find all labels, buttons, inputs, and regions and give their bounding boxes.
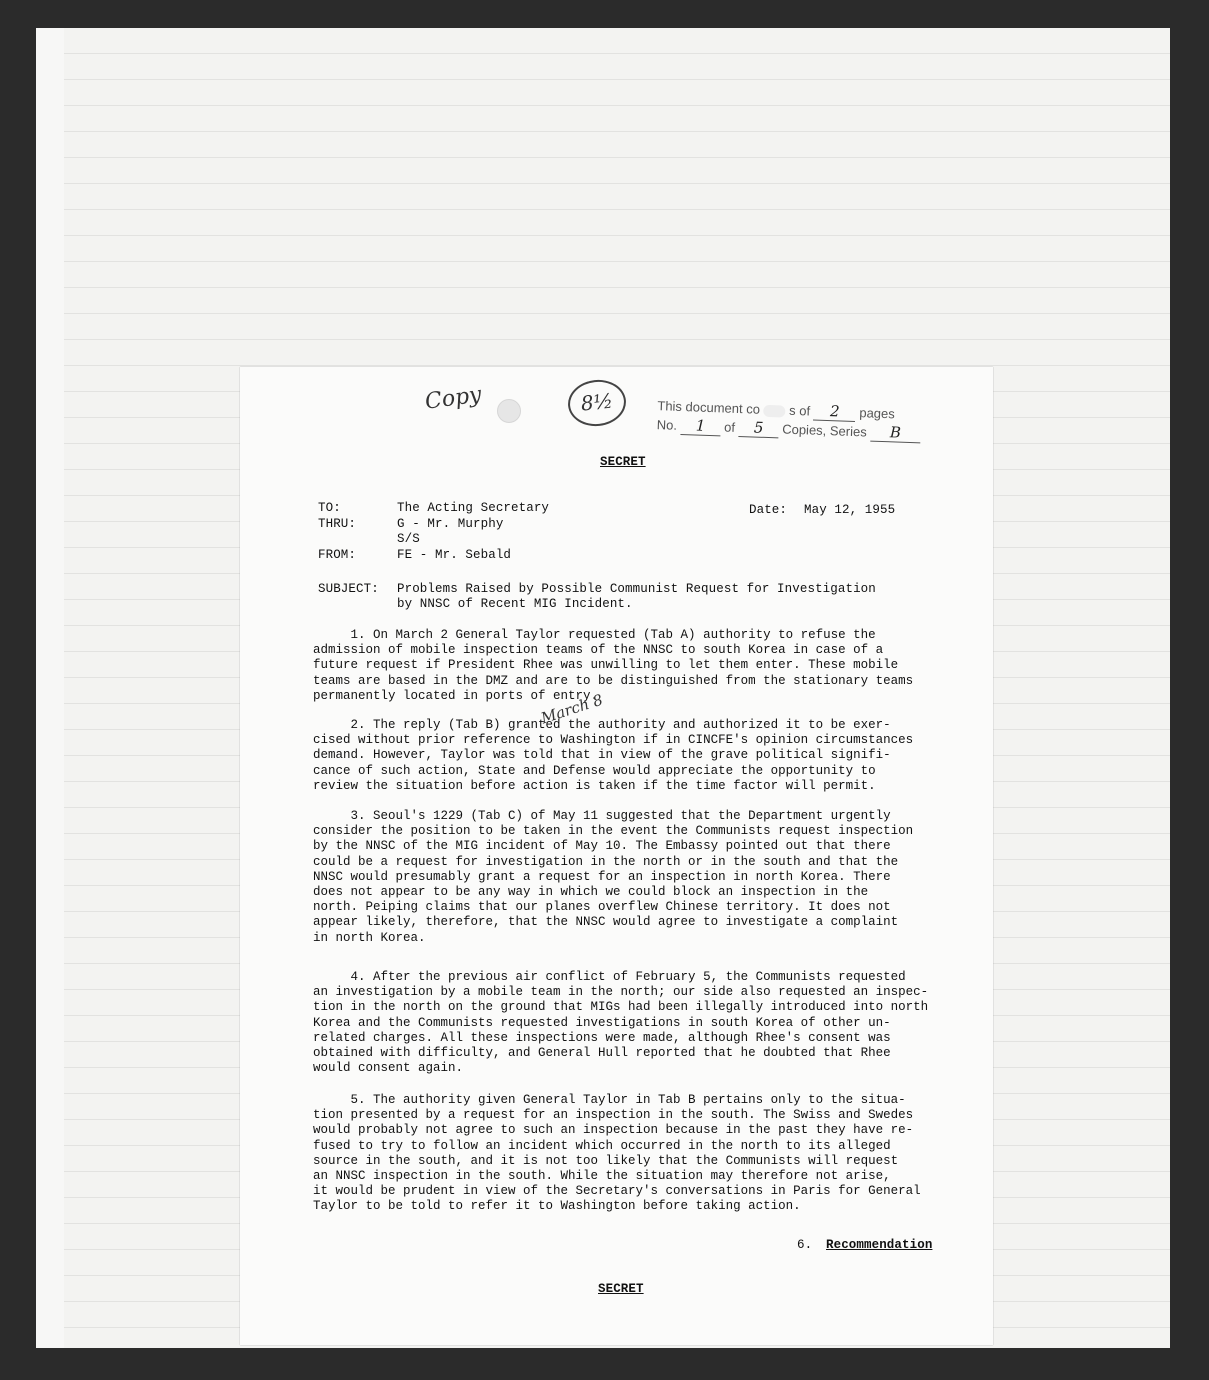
paragraph-line: admission of mobile inspection teams of the NNSC to south Korea in case of a xyxy=(313,643,884,658)
paragraph-4 xyxy=(313,970,953,1076)
paragraph-line: permanently located in ports of entry. xyxy=(313,688,599,703)
paragraph-line: could be a request for investigation in the north or in the south and that the xyxy=(313,854,899,869)
paragraph-line: it would be prudent in view of the Secretary's conversations in Paris for General xyxy=(313,1184,921,1199)
paragraph-line: fused to try to follow an incident which occurred in the north to its alleged xyxy=(313,1138,891,1153)
classification-bottom: SECRET xyxy=(598,1282,644,1296)
paragraph-2 xyxy=(313,718,953,794)
backing-margin xyxy=(36,28,64,1348)
paragraph-line: tion presented by a request for an inspection in the south. The Swiss and Swedes xyxy=(313,1108,914,1123)
paragraph-line: 1. On March 2 General Taylor requested (Tab A) authority to refuse the xyxy=(313,628,876,642)
paragraph-line: future request if President Rhee was unwilling to let them enter. These mobile xyxy=(313,658,899,673)
continuation-number: 6. xyxy=(797,1238,813,1252)
paragraph-line: consider the position to be taken in the event the Communists request inspection xyxy=(313,824,914,839)
date-value: May 12, 1955 xyxy=(804,503,896,517)
paragraph-line: 5. The authority given General Taylor in Tab B pertains only to the situa- xyxy=(313,1093,906,1107)
stamp-text: of xyxy=(723,419,736,435)
paragraph-line: an NNSC inspection in the south. While the situation may therefore not arise, xyxy=(313,1169,891,1184)
paragraph-line: related charges. All these inspections were made, although Rhee's consent was xyxy=(313,1030,891,1045)
paragraph-line: 4. After the previous air conflict of February 5, the Communists requested xyxy=(313,970,906,984)
paragraph-line: would probably not agree to such an inspection because in the past they have re- xyxy=(313,1123,914,1138)
thru-value-1: G - Mr. Murphy xyxy=(397,517,504,531)
from-value: FE - Mr. Sebald xyxy=(397,548,512,562)
stamp-text: Copies, Series xyxy=(781,421,868,440)
punch-hole xyxy=(497,399,521,423)
paragraph-line: obtained with difficulty, and General Hull reported that he doubted that Rhee xyxy=(313,1046,891,1061)
stamp-copies-total: 5 xyxy=(738,418,779,438)
to-label: TO: xyxy=(318,501,341,515)
stamp-text: No. xyxy=(656,417,678,433)
paragraph-line: north. Peiping claims that our planes overflew Chinese territory. It does not xyxy=(313,900,891,915)
paragraph-line: source in the south, and it is not too likely that the Communists will request xyxy=(313,1153,899,1168)
paragraph-line: demand. However, Taylor was told that in view of the grave political signifi- xyxy=(313,748,891,763)
paragraph-line: cised without prior reference to Washington if in CINCFE's opinion circumstances xyxy=(313,733,914,748)
paragraph-line: Korea and the Communists requested investigations in south Korea of other un- xyxy=(313,1015,891,1030)
paragraph-line: cance of such action, State and Defense would appreciate the opportunity to xyxy=(313,763,876,778)
handwritten-insert-date: March 8 xyxy=(538,690,606,728)
paragraph-line: would consent again. xyxy=(313,1061,464,1076)
stamp-text: s of xyxy=(788,402,811,419)
handwritten-page-fraction: 8½ xyxy=(566,377,628,429)
paragraph-3 xyxy=(313,809,953,946)
paragraph-line: Taylor to be told to refer it to Washington before taking action. xyxy=(313,1199,801,1214)
thru-value-2: S/S xyxy=(397,532,420,546)
continuation-heading: Recommendation xyxy=(826,1238,933,1252)
stamp-hole-gap xyxy=(763,404,785,417)
classification-top: SECRET xyxy=(600,455,646,469)
paragraph-line: 2. The reply (Tab B) granted the authority and authorized it to be exer- xyxy=(313,718,891,732)
paragraph-line: in north Korea. xyxy=(313,930,426,945)
stamp-text: This document co xyxy=(657,398,761,417)
subject-label: SUBJECT: xyxy=(318,582,379,596)
stamp-pages-count: 2 xyxy=(813,402,856,422)
paragraph-line: 3. Seoul's 1229 (Tab C) of May 11 suggested that the Department urgently xyxy=(313,809,891,823)
to-value: The Acting Secretary xyxy=(397,501,550,515)
stamp-text: pages xyxy=(859,405,896,422)
from-label: FROM: xyxy=(318,548,357,562)
paragraph-line: by the NNSC of the MIG incident of May 10. The Embassy pointed out that there xyxy=(313,839,891,854)
paragraph-1 xyxy=(313,628,953,704)
paragraph-5 xyxy=(313,1093,953,1215)
paragraph-line: review the situation before action is taken if the time factor will permit. xyxy=(313,778,876,793)
handwritten-copy-note: Copy xyxy=(423,382,484,415)
paragraph-line: teams are based in the DMZ and are to be distinguished from the stationary teams xyxy=(313,673,914,688)
thru-label: THRU: xyxy=(318,517,357,531)
paragraph-line: NNSC would presumably grant a request for an inspection in north Korea. There xyxy=(313,869,891,884)
date-label: Date: xyxy=(749,503,788,517)
stamp-copy-number: 1 xyxy=(680,416,721,436)
paragraph-line: tion in the north on the ground that MIGs had been illegally introduced into north xyxy=(313,1000,929,1015)
subject-line-1: Problems Raised by Possible Communist Request for Investigation xyxy=(397,582,876,596)
paragraph-line: appear likely, therefore, that the NNSC would agree to investigate a complaint xyxy=(313,915,899,930)
subject-line-2: by NNSC of Recent MIG Incident. xyxy=(397,597,633,611)
stamp-series: B xyxy=(870,423,921,444)
paragraph-line: does not appear to be any way in which we could block an inspection in the xyxy=(313,885,869,900)
paragraph-line: an investigation by a mobile team in the north; our side also requested an inspec- xyxy=(313,985,929,1000)
